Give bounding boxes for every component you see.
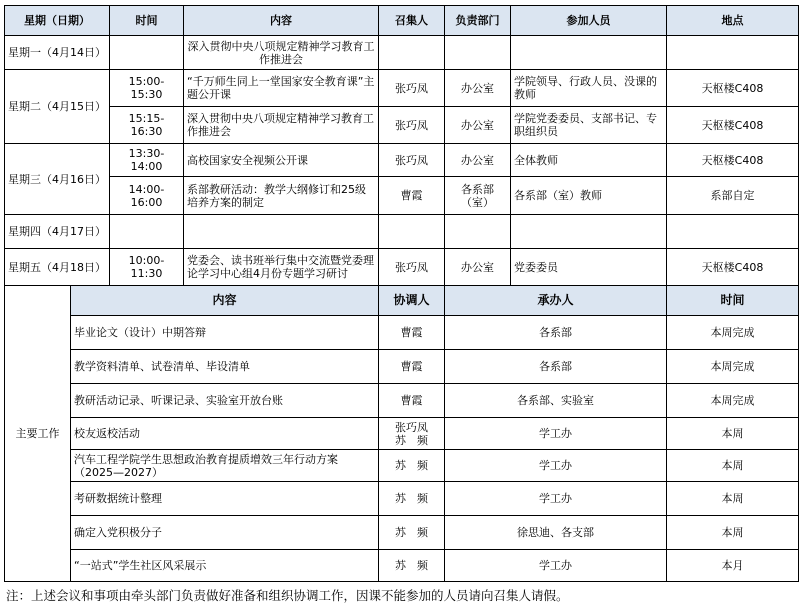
work-organizer: 各系部、实验室 [445, 384, 667, 418]
work-time: 本周完成 [667, 350, 799, 384]
work-coordinator: 张巧凤 苏 频 [379, 418, 445, 450]
event-participants: 学院领导、行政人员、没课的教师 [511, 70, 667, 107]
event-time: 14:00-16:00 [110, 177, 184, 215]
work-header-content: 内容 [71, 286, 379, 316]
header-content: 内容 [184, 6, 379, 36]
event-participants: 学院党委委员、支部书记、专职组织员 [511, 107, 667, 144]
work-row [5, 450, 799, 482]
work-content: “一站式”学生社区风采展示 [71, 550, 379, 582]
day-label: 星期四（4月17日） [5, 215, 110, 249]
event-time: 10:00-11:30 [110, 249, 184, 286]
work-section-label: 主要工作 [5, 286, 71, 582]
work-coordinator: 苏 频 [379, 516, 445, 550]
work-content: 校友返校活动 [71, 418, 379, 450]
work-content: 汽车工程学院学生思想政治教育提质增效三年行动方案（2025—2027） [71, 450, 379, 482]
work-coordinator: 曹霞 [379, 384, 445, 418]
work-time: 本月 [667, 550, 799, 582]
work-row [5, 482, 799, 516]
event-dept [445, 36, 511, 70]
event-participants: 党委委员 [511, 249, 667, 286]
schedule-row [5, 144, 799, 177]
event-content: 系部教研活动：教学大纲修订和25级培养方案的制定 [184, 177, 379, 215]
schedule-row [5, 36, 799, 70]
header-convener: 召集人 [379, 6, 445, 36]
header-location: 地点 [667, 6, 799, 36]
event-content: 深入贯彻中央八项规定精神学习教育工作推进会 [184, 36, 379, 70]
event-convener: 张巧凤 [379, 249, 445, 286]
event-participants: 全体教师 [511, 144, 667, 177]
event-convener: 张巧凤 [379, 70, 445, 107]
work-content: 毕业论文（设计）中期答辩 [71, 316, 379, 350]
work-row [5, 418, 799, 450]
work-coordinator: 曹霞 [379, 316, 445, 350]
event-content: 深入贯彻中央八项规定精神学习教育工作推进会 [184, 107, 379, 144]
work-content: 教研活动记录、听课记录、实验室开放台账 [71, 384, 379, 418]
event-location: 天枢楼C408 [667, 70, 799, 107]
work-time: 本周 [667, 482, 799, 516]
work-time: 本周 [667, 418, 799, 450]
event-dept: 各系部（室） [445, 177, 511, 215]
event-convener: 张巧凤 [379, 107, 445, 144]
work-header-organizer: 承办人 [445, 286, 667, 316]
event-convener [379, 36, 445, 70]
event-content: 党委会、读书班举行集中交流暨党委理论学习中心组4月份专题学习研讨 [184, 249, 379, 286]
work-row [5, 384, 799, 418]
event-dept [445, 215, 511, 249]
event-dept: 办公室 [445, 144, 511, 177]
event-content: 高校国家安全视频公开课 [184, 144, 379, 177]
day-label: 星期一（4月14日） [5, 36, 110, 70]
day-label: 星期三（4月16日） [5, 144, 110, 215]
work-header-row [5, 286, 799, 316]
header-time: 时间 [110, 6, 184, 36]
day-label: 星期五（4月18日） [5, 249, 110, 286]
schedule-row [5, 249, 799, 286]
event-location: 系部自定 [667, 177, 799, 215]
work-content: 教学资料清单、试卷清单、毕设清单 [71, 350, 379, 384]
event-content [184, 215, 379, 249]
event-location: 天枢楼C408 [667, 107, 799, 144]
work-row [5, 316, 799, 350]
work-organizer: 学工办 [445, 450, 667, 482]
event-participants: 各系部（室）教师 [511, 177, 667, 215]
work-time: 本周完成 [667, 384, 799, 418]
work-organizer: 各系部 [445, 316, 667, 350]
work-time: 本周 [667, 516, 799, 550]
work-coordinator: 苏 频 [379, 450, 445, 482]
event-dept: 办公室 [445, 107, 511, 144]
event-time: 15:15-16:30 [110, 107, 184, 144]
header-participants: 参加人员 [511, 6, 667, 36]
work-header-time: 时间 [667, 286, 799, 316]
work-time: 本周完成 [667, 316, 799, 350]
work-coordinator: 曹霞 [379, 350, 445, 384]
event-participants [511, 215, 667, 249]
work-row [5, 350, 799, 384]
event-location [667, 36, 799, 70]
header-row [5, 6, 799, 36]
work-organizer: 各系部 [445, 350, 667, 384]
work-header-coordinator: 协调人 [379, 286, 445, 316]
event-location [667, 215, 799, 249]
work-coordinator: 苏 频 [379, 550, 445, 582]
work-row [5, 550, 799, 582]
event-location: 天枢楼C408 [667, 144, 799, 177]
day-label: 星期二（4月15日） [5, 70, 110, 144]
work-organizer: 学工办 [445, 418, 667, 450]
schedule-row [5, 215, 799, 249]
work-organizer: 学工办 [445, 550, 667, 582]
event-location: 天枢楼C408 [667, 249, 799, 286]
schedule-row [5, 70, 799, 107]
header-dept: 负责部门 [445, 6, 511, 36]
event-convener: 张巧凤 [379, 144, 445, 177]
event-convener: 曹霞 [379, 177, 445, 215]
work-coordinator: 苏 频 [379, 482, 445, 516]
schedule-row [5, 107, 799, 144]
work-content: 确定入党积极分子 [71, 516, 379, 550]
event-time [110, 215, 184, 249]
work-time: 本周 [667, 450, 799, 482]
event-dept: 办公室 [445, 249, 511, 286]
event-time [110, 36, 184, 70]
event-time: 15:00-15:30 [110, 70, 184, 107]
event-content: “千万师生同上一堂国家安全教育课”主题公开课 [184, 70, 379, 107]
event-participants [511, 36, 667, 70]
event-time: 13:30-14:00 [110, 144, 184, 177]
schedule-row [5, 177, 799, 215]
event-dept: 办公室 [445, 70, 511, 107]
header-day: 星期（日期） [5, 6, 110, 36]
work-row [5, 516, 799, 550]
work-organizer: 学工办 [445, 482, 667, 516]
work-content: 考研数据统计整理 [71, 482, 379, 516]
schedule-table [4, 5, 799, 582]
event-convener [379, 215, 445, 249]
footnote: 注：上述会议和事项由牵头部门负责做好准备和组织协调工作，因课不能参加的人员请向召集人请假。 [6, 588, 569, 603]
work-organizer: 徐思迪、各支部 [445, 516, 667, 550]
